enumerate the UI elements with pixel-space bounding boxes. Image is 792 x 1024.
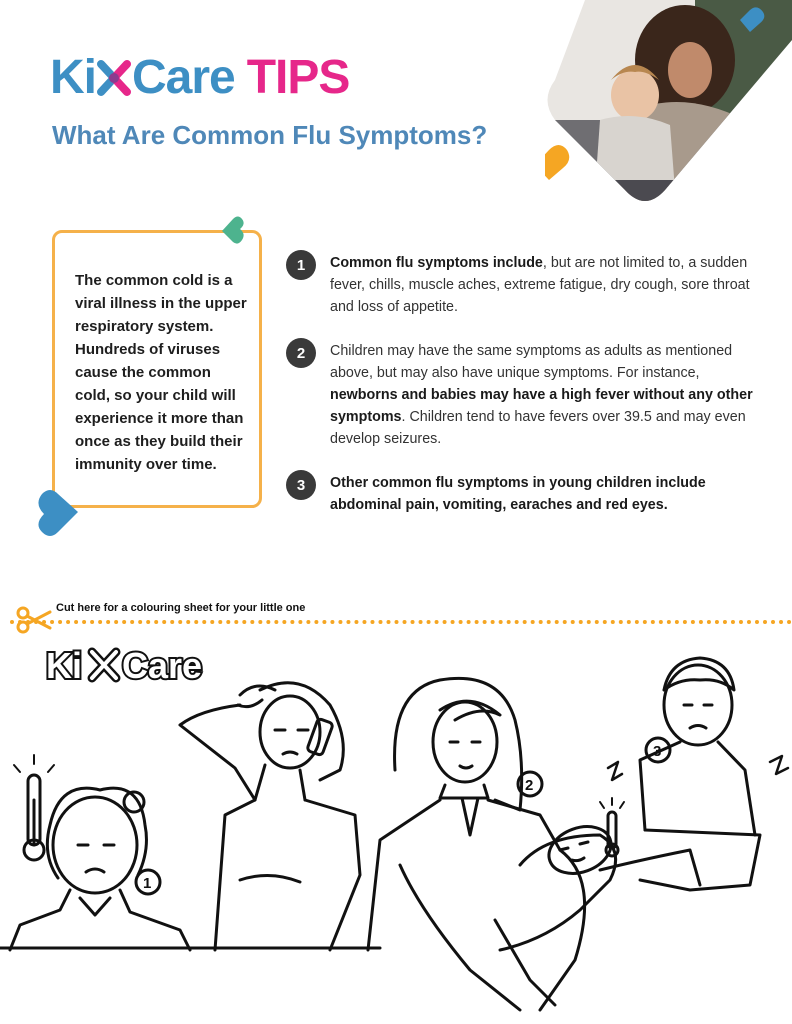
marker-3 bbox=[646, 738, 670, 762]
callout-text: The common cold is a viral illness in the upper respiratory system. Hundreds of viruses cause the common cold, so your child will experience it more than once as they build their immunity over time. bbox=[75, 272, 247, 473]
step-3-bold: Other common flu symptoms in young children include abdominal pain, vomiting, earaches and red eyes. bbox=[330, 475, 706, 513]
hero-photo bbox=[545, 0, 792, 205]
baby-thermometer-icon bbox=[600, 798, 624, 856]
cut-instruction: Cut here for a colouring sheet for your little one bbox=[56, 602, 306, 614]
woman-on-phone-figure bbox=[180, 683, 360, 950]
coloring-logo-care: Care bbox=[122, 645, 203, 686]
coloring-illustration bbox=[0, 650, 792, 1024]
page-title: What Are Common Flu Symptoms? bbox=[52, 120, 488, 150]
step-2-post: . Children tend to have fevers over 39.5 and may even develop seizures. bbox=[330, 409, 746, 447]
green-heart-icon bbox=[220, 214, 246, 248]
info-callout bbox=[52, 230, 262, 508]
step-1-number: 1 bbox=[286, 250, 316, 280]
step-1-bold: Common flu symptoms include bbox=[330, 255, 543, 271]
brand-logo-care: Care bbox=[132, 51, 235, 104]
brand-logo-ki: Ki bbox=[50, 51, 96, 104]
cut-dotted-line bbox=[10, 620, 792, 624]
step-2-text bbox=[330, 340, 760, 450]
step-2-pre: Children may have the same symptoms as adults as mentioned above, but may also have unique symptoms. For instance, bbox=[330, 343, 733, 381]
marker-2-label: 2 bbox=[525, 777, 534, 794]
brand-logo bbox=[50, 50, 349, 106]
blue-heart-icon bbox=[36, 484, 80, 540]
coloring-brand-x-icon bbox=[92, 652, 116, 678]
step-3-number: 3 bbox=[286, 470, 316, 500]
sick-child-figure bbox=[10, 788, 190, 950]
coloring-brand-logo bbox=[44, 644, 230, 686]
brand-x-icon bbox=[97, 58, 131, 98]
marker-3-label: 3 bbox=[653, 743, 662, 760]
step-1-text bbox=[330, 252, 760, 318]
marker-1 bbox=[136, 870, 160, 894]
step-1-rest: , but are not limited to, a sudden fever, chills, muscle aches, extreme fatigue, dry cough, sore throat and loss of appetite. bbox=[330, 255, 750, 315]
step-2-number: 2 bbox=[286, 338, 316, 368]
sick-boy-figure bbox=[600, 658, 788, 890]
brand-logo-tips: TIPS bbox=[246, 51, 350, 104]
marker-1-label: 1 bbox=[143, 875, 152, 892]
coloring-logo-ki: Ki bbox=[46, 645, 82, 686]
step-2-bold: newborns and babies may have a high fever without any other symptoms bbox=[330, 387, 753, 425]
step-3-text bbox=[330, 472, 760, 516]
hero-orange-heart-icon bbox=[545, 145, 569, 180]
